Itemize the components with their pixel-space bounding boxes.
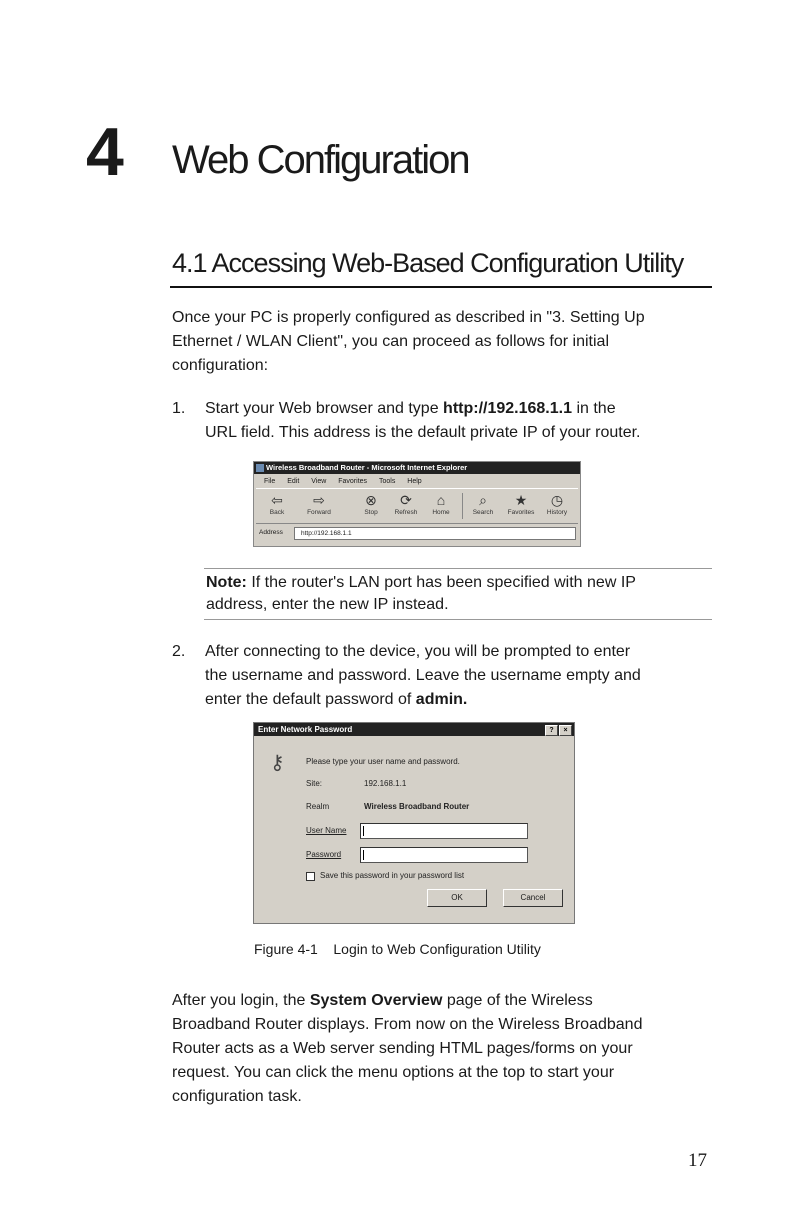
- step-1-number: 1.: [172, 400, 186, 417]
- favorites-label: Favorites: [507, 509, 535, 516]
- save-password-checkbox[interactable]: [306, 872, 315, 881]
- address-bar: [256, 526, 578, 540]
- section-title: 4.1 Accessing Web-Based Configuration Utility: [172, 248, 684, 278]
- back-button[interactable]: [260, 491, 294, 517]
- menu-favorites[interactable]: Favorites: [338, 478, 368, 485]
- ie-icon: [256, 464, 264, 472]
- browser-menu-bar: [254, 476, 580, 487]
- browser-title-bar: [254, 462, 580, 474]
- browser-title: Wireless Broadband Router - Microsoft Internet Explorer: [266, 463, 468, 472]
- system-overview-term: System Overview: [309, 992, 443, 1009]
- intro-line: Ethernet / WLAN Client", you can proceed as follows for initial: [172, 333, 609, 350]
- intro-line: configuration:: [172, 357, 269, 374]
- note-line-1-rest: If the router's LAN port has been specified with new IP: [246, 574, 636, 591]
- username-input[interactable]: [360, 823, 528, 839]
- password-input[interactable]: [360, 847, 528, 863]
- intro-paragraph: [172, 306, 717, 378]
- username-label: User Name: [306, 826, 347, 835]
- favorites-icon: ★: [514, 492, 528, 508]
- note-label: Note:: [206, 574, 247, 591]
- address-value: http://192.168.1.1: [301, 530, 352, 537]
- note-text: [206, 572, 711, 616]
- forward-icon: ⇨: [313, 492, 325, 508]
- note-box: [204, 568, 712, 620]
- cancel-button[interactable]: Cancel: [503, 889, 563, 907]
- closing-line: [172, 989, 717, 1013]
- favorites-button[interactable]: [504, 491, 538, 517]
- back-label: Back: [269, 509, 285, 516]
- closing-line: Router acts as a Web server sending HTML pages/forms on your: [172, 1040, 633, 1057]
- dialog-prompt: Please type your user name and password.: [306, 757, 460, 766]
- keys-icon: ⚷: [270, 752, 285, 774]
- intro-line: Once your PC is properly configured as described in "3. Setting Up: [172, 309, 645, 326]
- router-url: http://192.168.1.1: [443, 400, 572, 417]
- ok-button[interactable]: OK: [427, 889, 487, 907]
- dialog-title-bar: [254, 723, 574, 736]
- note-line: address, enter the new IP instead.: [206, 596, 449, 613]
- password-label: Password: [306, 850, 342, 859]
- section-divider: [170, 286, 712, 288]
- forward-label: Forward: [307, 509, 331, 516]
- forward-button[interactable]: [302, 491, 336, 517]
- closing-line-1-suffix: page of the Wireless: [442, 992, 593, 1009]
- menu-file[interactable]: File: [264, 478, 276, 485]
- step-2-line-3-prefix: enter the default password of: [205, 691, 416, 708]
- search-icon: ⌕: [479, 492, 487, 508]
- search-button[interactable]: [466, 491, 500, 517]
- step-2-text: [205, 640, 717, 712]
- dialog-close-button[interactable]: ×: [559, 725, 572, 736]
- history-label: History: [546, 509, 568, 516]
- stop-icon: ⊗: [365, 492, 377, 508]
- step-1-text: [205, 397, 717, 445]
- menu-edit[interactable]: Edit: [287, 478, 300, 485]
- refresh-icon: ⟳: [400, 492, 412, 508]
- refresh-button[interactable]: [389, 491, 423, 517]
- browser-screenshot: [253, 461, 581, 547]
- dialog-help-button[interactable]: ?: [545, 725, 558, 736]
- home-label: Home: [432, 509, 450, 516]
- note-line: [206, 572, 711, 594]
- address-label: Address: [259, 529, 283, 536]
- step-1-line: [205, 397, 717, 421]
- home-icon: ⌂: [436, 492, 446, 508]
- step-2-line: After connecting to the device, you will be prompted to enter: [205, 643, 631, 660]
- closing-line-1-prefix: After you login, the: [172, 992, 310, 1009]
- save-password-label: Save this password in your password list: [320, 871, 465, 880]
- toolbar-separator: [462, 493, 463, 519]
- chapter-number: 4: [86, 114, 124, 190]
- address-input[interactable]: [294, 527, 576, 540]
- default-password: admin.: [415, 691, 468, 708]
- closing-line: configuration task.: [172, 1088, 302, 1105]
- dialog-title: Enter Network Password: [258, 725, 353, 734]
- page-number: 17: [688, 1150, 707, 1171]
- closing-line: Broadband Router displays. From now on the Wireless Broadband: [172, 1016, 643, 1033]
- history-icon: ◷: [550, 492, 564, 508]
- menu-view[interactable]: View: [311, 478, 327, 485]
- back-icon: ⇦: [271, 492, 283, 508]
- step-1-text-suffix: in the: [572, 400, 616, 417]
- menu-tools[interactable]: Tools: [379, 478, 396, 485]
- refresh-label: Refresh: [394, 509, 418, 516]
- figure-caption: Figure 4-1 Login to Web Configuration Utility: [254, 941, 541, 957]
- realm-value: Wireless Broadband Router: [364, 802, 470, 811]
- password-dialog: [253, 722, 575, 924]
- site-value: 192.168.1.1: [364, 779, 407, 788]
- step-2-number: 2.: [172, 643, 186, 660]
- history-button[interactable]: [540, 491, 574, 517]
- browser-toolbar: [256, 488, 578, 524]
- step-1-line: URL field. This address is the default private IP of your router.: [205, 424, 641, 441]
- realm-label: Realm: [306, 802, 330, 811]
- step-2-line: the username and password. Leave the username empty and: [205, 667, 641, 684]
- menu-help[interactable]: Help: [407, 478, 422, 485]
- step-2-line: [205, 688, 717, 712]
- closing-line: request. You can click the menu options at the top to start your: [172, 1064, 615, 1081]
- step-1-text-prefix: Start your Web browser and type: [205, 400, 444, 417]
- site-label: Site:: [306, 779, 323, 788]
- chapter-title: Web Configuration: [172, 138, 469, 182]
- stop-button[interactable]: [354, 491, 388, 517]
- closing-paragraph: [172, 989, 717, 1109]
- stop-label: Stop: [364, 509, 378, 516]
- search-label: Search: [472, 509, 494, 516]
- home-button[interactable]: [424, 491, 458, 517]
